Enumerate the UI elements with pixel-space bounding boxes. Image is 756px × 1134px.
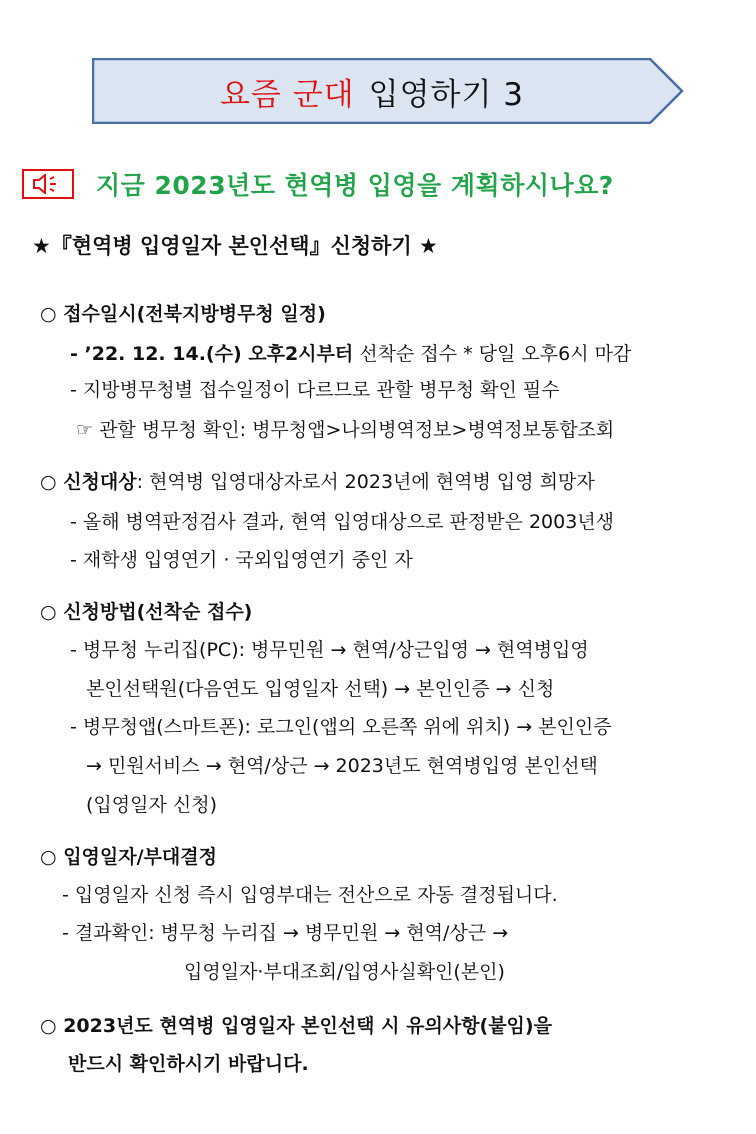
section-1-line-1-bold: - ’22. 12. 14.(수) 오후2시부터 (70, 343, 354, 365)
banner-title (92, 58, 652, 124)
section-2-line-1: - 올해 병역판정검사 결과, 현역 입영대상으로 판정받은 2003년생 (70, 511, 615, 533)
section-1-line-2: - 지방병무청별 접수일정이 다르므로 관할 병무청 확인 필수 (70, 379, 560, 401)
section-5-line-2: 반드시 확인하시기 바랍니다. (68, 1053, 309, 1075)
section-1-line-1 (70, 340, 631, 368)
section-2-title-bold: ○ 신청대상 (40, 471, 137, 493)
section-3-line-3: - 병무청앱(스마트폰): 로그인(앱의 오른쪽 위에 위치) → 본인인증 (70, 716, 612, 738)
section-3-line-5: (입영일자 신청) (86, 794, 217, 816)
banner-title-black: 입영하기 3 (368, 76, 524, 113)
section-3-line-4: → 민원서비스 → 현역/상근 → 2023년도 현역병입영 본인선택 (86, 755, 598, 777)
subheading: ★『현역병 입영일자 본인선택』신청하기 ★ (32, 234, 438, 258)
section-4-title: ○ 입영일자/부대결정 (40, 846, 217, 868)
section-5-line-1: ○ 2023년도 현역병 입영일자 본인선택 시 유의사항(붙임)을 (40, 1015, 552, 1037)
notice-text: 지금 2023년도 현역병 입영을 계획하시나요? (96, 171, 614, 200)
section-4-line-1: - 입영일자 신청 즉시 입영부대는 전산으로 자동 결정됩니다. (62, 884, 558, 906)
section-3-title: ○ 신청방법(선착순 접수) (40, 601, 253, 623)
section-2-title (40, 468, 595, 496)
section-1-title: ○ 접수일시(전북지방병무청 일정) (40, 303, 326, 325)
section-2-title-rest: : 현역병 입영대상자로서 2023년에 현역병 입영 희망자 (136, 471, 595, 493)
notice-line (22, 164, 614, 204)
speaker-icon (22, 169, 74, 199)
section-4-line-3: 입영일자·부대조회/입영사실확인(본인) (184, 961, 505, 983)
section-3-line-2: 본인선택원(다음연도 입영일자 선택) → 본인인증 → 신청 (86, 678, 555, 700)
section-2-line-2: - 재학생 입영연기 · 국외입영연기 중인 자 (70, 549, 413, 571)
section-3-line-1: - 병무청 누리집(PC): 병무민원 → 현역/상근입영 → 현역병입영 (70, 639, 589, 661)
banner-title-red: 요즘 군대 (219, 76, 355, 113)
section-4-line-2: - 결과확인: 병무청 누리집 → 병무민원 → 현역/상근 → (62, 922, 509, 944)
section-1-line-1-rest: 선착순 접수 * 당일 오후6시 마감 (353, 343, 632, 365)
title-banner (92, 58, 684, 124)
section-1-line-3: ☞ 관할 병무청 확인: 병무청앱>나의병역정보>병역정보통합조회 (76, 419, 615, 441)
